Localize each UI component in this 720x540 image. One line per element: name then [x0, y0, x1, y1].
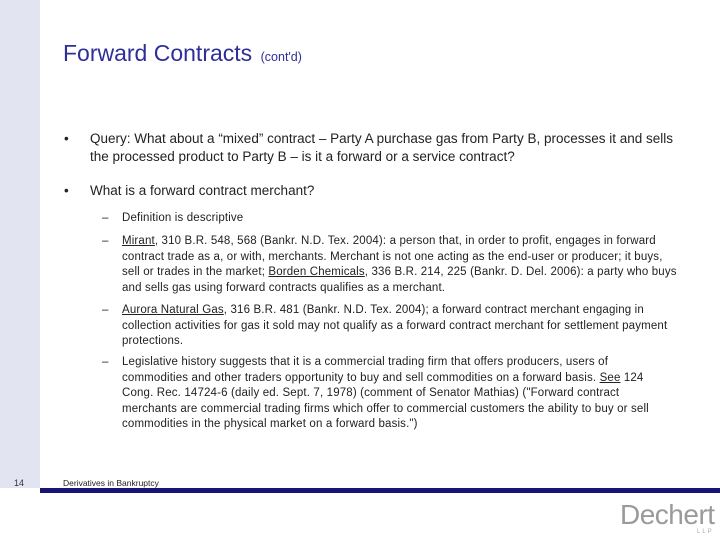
sub-item-dash: – — [102, 304, 109, 316]
footer-rule — [40, 488, 720, 493]
sub-item — [60, 303, 677, 350]
logo-llp: LLP — [697, 529, 714, 535]
sub-item — [60, 355, 677, 433]
bullet-item — [60, 182, 675, 200]
case-name-link: Borden Chemicals — [268, 266, 365, 278]
legislative-text: Legislative history suggests that it is a commercial trading firm that offers producers, users of commodities and other traders opportunity to buy and sell commodities on a forward basis. — [122, 356, 609, 384]
sub-item-dash: – — [102, 235, 109, 247]
legislative-citation: 124 Cong. Rec. 14724-6 (daily ed. Sept. 7, 1978) (comment of Senator Mathias) ("Forward contract merchants are commercial trading firms which offer to commercial customers the ability to buy or sell commodities in the physical market on a forward basis.") — [122, 371, 649, 430]
dechert-logo — [620, 498, 715, 538]
citation-text: , 316 B.R. 481 (Bankr. N.D. Tex. 2004); a forward contract merchant engaging in collection activities for gas it sold may not qualify as a forward contract merchant for settlement payment protections. — [122, 304, 668, 347]
citation-text: , 310 B.R. 548, 568 (Bankr. N.D. Tex. 2004): a person that, in order to profit, engages in forward contract trade as a, or with, merchants. Merchant is not one acting as the end-user or producer; it buys, sell or trades in the market; — [122, 235, 663, 278]
logo-wordmark: Dechert — [620, 499, 715, 530]
slide-title-suffix: (cont'd) — [260, 50, 302, 64]
sub-item — [60, 234, 677, 296]
bullet-text: Query: What about a “mixed” contract – Party A purchase gas from Party B, processes it and sells the processed product to Party B – is it a forward or a service contract? — [90, 131, 674, 164]
bullet-text: What is a forward contract merchant? — [90, 183, 315, 198]
sub-item — [60, 211, 677, 227]
see-signal: See — [599, 371, 621, 384]
sub-item-dash: – — [102, 356, 109, 368]
bullet-marker: • — [64, 183, 69, 198]
sub-item-dash: – — [102, 212, 109, 224]
sub-item-text: Definition is descriptive — [122, 212, 244, 224]
bullet-marker: • — [64, 131, 69, 146]
sub-item-text — [122, 303, 677, 350]
citation-text: , 336 B.R. 214, 225 (Bankr. D. Del. 2006): a party who buys and sells gas using forward contracts qualifies as a merchant. — [122, 266, 677, 294]
bullet-item — [60, 130, 675, 166]
sub-item-text — [122, 234, 677, 296]
left-sidebar-band — [0, 0, 40, 488]
sub-item-text — [122, 355, 677, 433]
page-number: 14 — [13, 478, 24, 488]
slide-title — [63, 40, 302, 67]
case-name-link: Aurora Natural Gas — [122, 304, 224, 316]
slide-title-main: Forward Contracts — [63, 40, 253, 66]
footer-label: Derivatives in Bankruptcy — [63, 478, 159, 488]
case-name-link: Mirant — [122, 235, 155, 247]
